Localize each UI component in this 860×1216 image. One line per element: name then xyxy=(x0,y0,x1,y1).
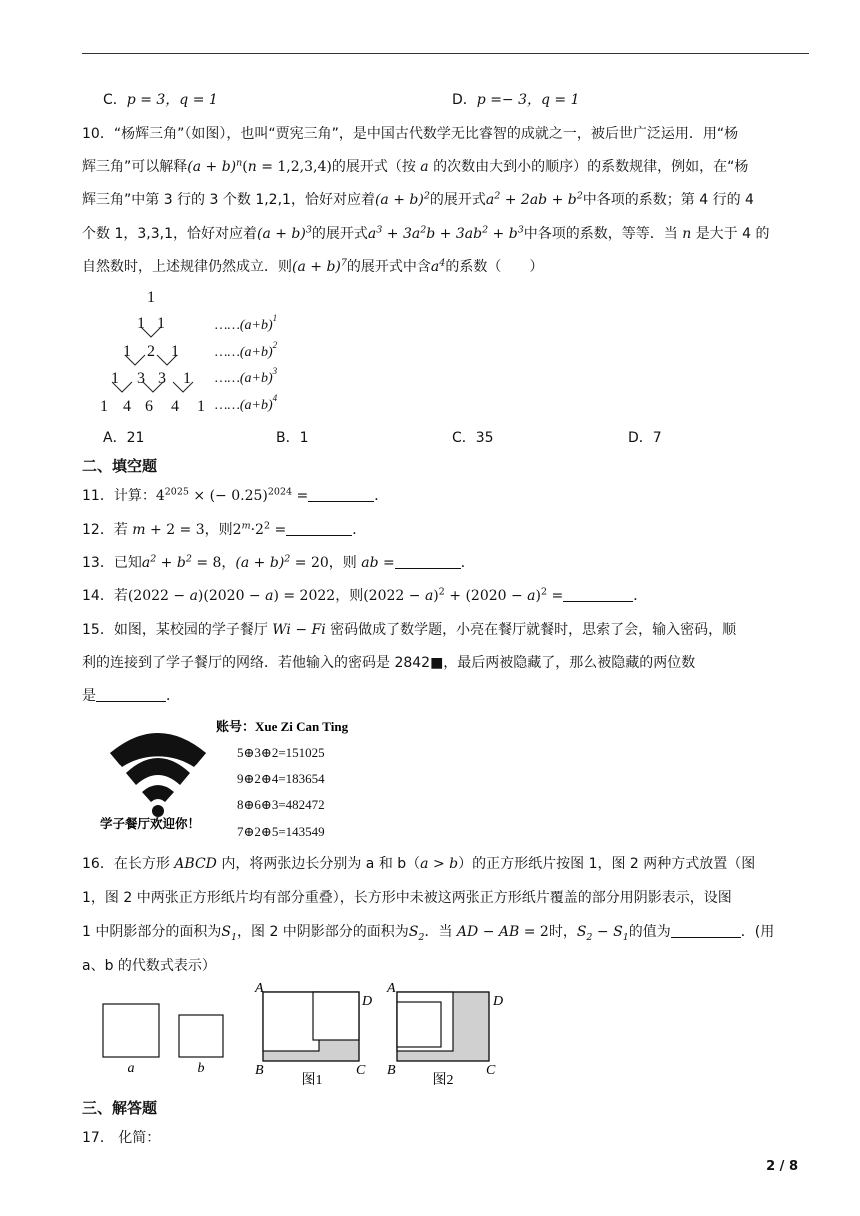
q15-line2: 利的连接到了学子餐厅的网络．若他输入的密码是 2842■，最后两被隐藏了，那么被隐藏的两位数 xyxy=(82,655,696,671)
tri-r1-c0: 1 xyxy=(137,315,145,332)
tri-r2-c1: 2 xyxy=(147,343,155,360)
q16-line4: a、b 的代数式表示） xyxy=(82,958,216,974)
fig1-caption: 图1 xyxy=(301,1073,323,1088)
tri-label-1: $\dots\dots(a+b)^1$ xyxy=(215,313,278,333)
wifi-equations xyxy=(237,745,325,839)
q14-blank xyxy=(563,587,633,602)
q13-blank xyxy=(395,554,461,569)
eq-row-1: 5⊕3⊕2=151025 xyxy=(237,745,325,760)
q12: 12．若 m + 2 = 3，则$2^m\cdot 2^2$ = ． xyxy=(82,520,367,538)
tri-r1-c1: 1 xyxy=(157,315,165,332)
tri-r3-c1: 3 xyxy=(137,370,145,387)
q14: 14．若(2022 − a)(2020 − a) = 2022，则$(2022 - a)^2 + (2020 - a)^2$ = ． xyxy=(82,586,648,604)
eq-row-2: 9⊕2⊕4=183654 xyxy=(237,771,325,786)
fig1-label-A: A xyxy=(255,981,264,996)
q10-line2: 辉三角”可以解释$(a + b)^n(n = 1,2,3,4)$的展开式（按 a 的次数由大到小的顺序）的系数规律，例如，在“杨 xyxy=(82,157,749,175)
tri-r2-c0: 1 xyxy=(123,343,131,360)
q10-option-a: A．21 xyxy=(103,430,145,446)
q15-blank xyxy=(96,687,166,702)
tri-r4-c1: 4 xyxy=(123,398,131,415)
q15-line1: 15．如图，某校园的学子餐厅 Wi − Fi 密码做成了数学题，小亮在餐厅就餐时，思索了会，输入密码，顺 xyxy=(82,622,737,638)
fig2-label-C: C xyxy=(486,1063,496,1078)
option-d: D．p =− 3，q = 1 xyxy=(452,92,580,108)
tri-r4-c4: 1 xyxy=(197,398,205,415)
tri-r3-c0: 1 xyxy=(111,370,119,387)
tri-r3-c3: 1 xyxy=(183,370,191,387)
q10-line1: 10．“杨辉三角”（如图），也叫“贾宪三角”，是中国古代数学无比睿智的成就之一，被后世广泛运用．用“杨 xyxy=(82,126,739,142)
q16-line1: 16．在长方形 ABCD 内，将两张边长分别为 a 和 b（a > b）的正方形纸片按图 1，图 2 两种方式放置（图 xyxy=(82,856,756,872)
q10-option-b: B．1 xyxy=(276,430,309,446)
squares-figure xyxy=(95,980,515,1095)
q11: 11．计算：$4^{2025}$ × (− 0.25)$^{2024}$ = ． xyxy=(82,486,389,504)
fig1-label-D: D xyxy=(362,994,373,1009)
q15-line3: 是 ． xyxy=(82,688,180,704)
square-b xyxy=(179,1015,223,1057)
tri-r4-c2: 6 xyxy=(145,398,153,415)
option-c: C．p = 3，q = 1 xyxy=(103,92,218,108)
q11-blank xyxy=(308,487,374,502)
wifi-icon xyxy=(110,733,206,817)
yanghui-triangle-figure xyxy=(95,285,305,420)
page-number: 2 / 8 xyxy=(766,1159,798,1174)
wifi-welcome-text: 学子餐厅欢迎你！ xyxy=(100,817,201,831)
q10-option-d: D．7 xyxy=(628,430,662,446)
header-rule xyxy=(82,53,809,54)
fig2-label-B: B xyxy=(387,1063,396,1078)
fig1-label-B: B xyxy=(255,1063,264,1078)
q10-line5: 自然数时，上述规律仍然成立．则$(a + b)^7$的展开式中含$a^4$的系数（ ） xyxy=(82,257,544,275)
tri-label-3: $\dots\dots(a+b)^3$ xyxy=(215,366,278,386)
section-fill-blank: 二、填空题 xyxy=(82,457,158,475)
label-a: a xyxy=(127,1061,135,1076)
eq-row-4: 7⊕2⊕5=143549 xyxy=(237,824,325,839)
tri-r3-c2: 3 xyxy=(158,370,166,387)
q10-line4: 个数 1，3,3,1，恰好对应着$(a + b)^3$的展开式$a^3 + 3a^2b + 3ab^2 + b^3$中各项的系数，等等．当 n 是大于 4 的 xyxy=(82,224,770,242)
tri-r2-c2: 1 xyxy=(171,343,179,360)
fig1-label-C: C xyxy=(356,1063,366,1078)
q16-blank xyxy=(671,923,741,938)
tri-r0-c0: 1 xyxy=(147,289,155,306)
q10-option-c: C．35 xyxy=(452,430,494,446)
q16-line3: 1 中阴影部分的面积为$S_1$，图 2 中阴影部分的面积为$S_2$．当 AD − AB = 2时，$S_2 - S_1$的值为 ．(用 xyxy=(82,924,775,943)
q10-line3: 辉三角”中第 3 行的 3 个数 1,2,1，恰好对应着$(a + b)^2$的展开式$a^2 + 2ab + b^2$中各项的系数；第 4 行的 4 xyxy=(82,190,754,208)
wifi-account-text: 账号：Xue Zi Can Ting xyxy=(216,719,349,734)
tri-r4-c3: 4 xyxy=(171,398,179,415)
section-answer: 三、解答题 xyxy=(82,1099,158,1117)
q17: 17． 化简： xyxy=(82,1130,161,1146)
square-a xyxy=(103,1004,159,1057)
fig2-label-D: D xyxy=(493,994,504,1009)
q13: 13．已知$a^2 + b^2 = 8$，$(a + b)^2 = 20$，则 ab = ． xyxy=(82,553,475,571)
fig2-caption: 图2 xyxy=(432,1073,454,1088)
figure-2 xyxy=(397,992,489,1061)
q16-line2: 1，图 2 中两张正方形纸片均有部分重叠），长方形中未被这两张正方形纸片覆盖的部分用阴影表示，设图 xyxy=(82,890,732,906)
tri-label-4: $\dots\dots(a+b)^4$ xyxy=(215,393,278,413)
tri-label-2: $\dots\dots(a+b)^2$ xyxy=(215,340,278,360)
fig2-label-A: A xyxy=(387,981,396,996)
label-b: b xyxy=(197,1061,205,1076)
figure-1 xyxy=(263,992,359,1061)
eq-row-3: 8⊕6⊕3=482472 xyxy=(237,797,325,812)
wifi-password-figure xyxy=(100,715,370,843)
tri-r4-c0: 1 xyxy=(100,398,108,415)
q12-blank xyxy=(286,521,352,536)
